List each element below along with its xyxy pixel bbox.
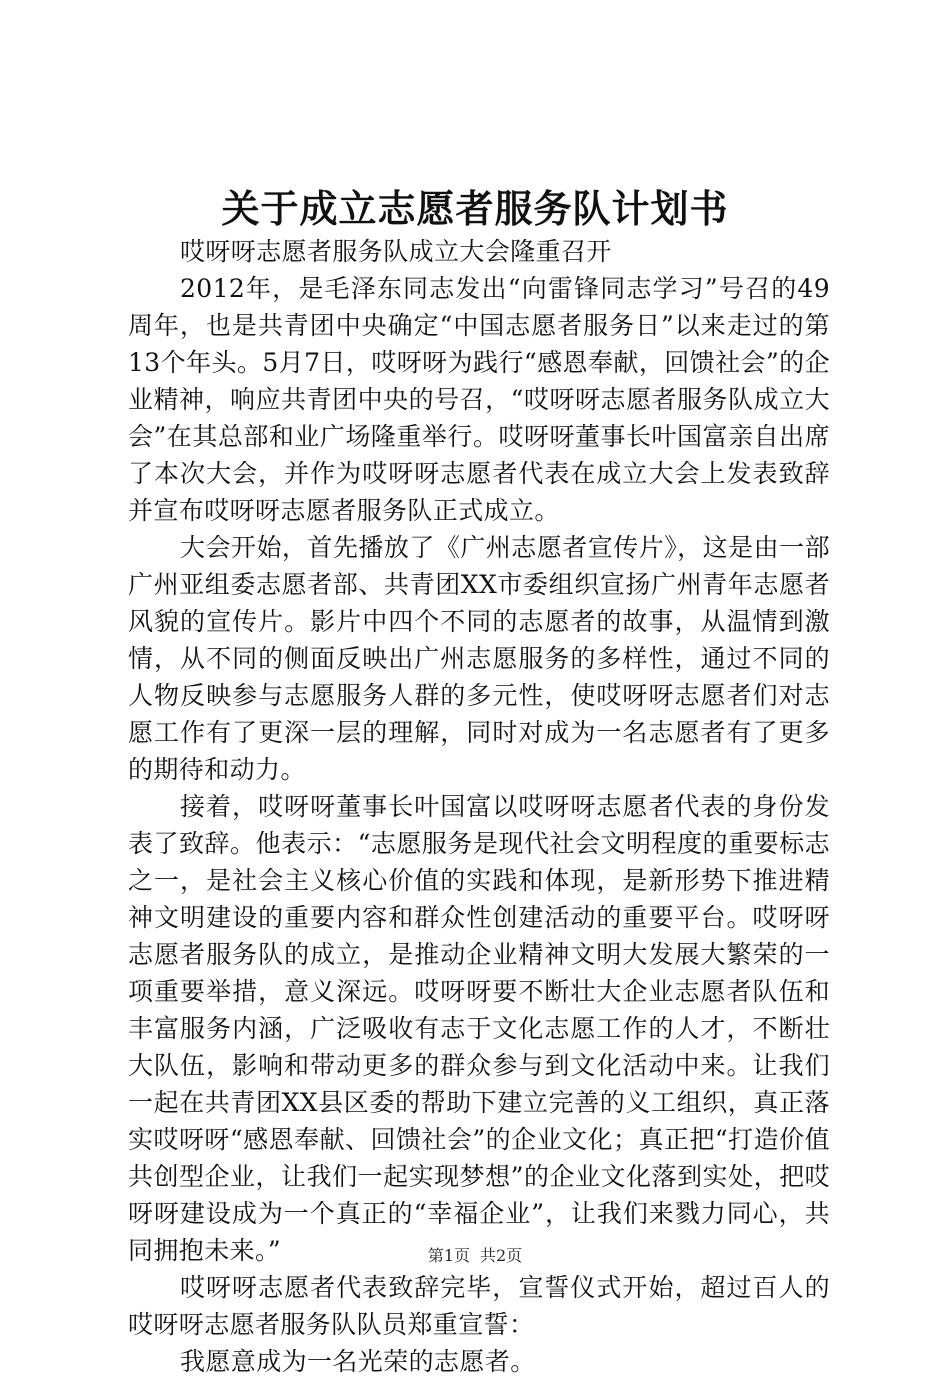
- paragraph-oath-line: 我愿意成为一名光荣的志愿者。: [180, 1347, 536, 1376]
- paragraph-speech: 接着，哎呀呀董事长叶国富以哎呀呀志愿者代表的身份发表了致辞。他表示：“志愿服务是现代社会文明程度的重要标志之一，是社会主义核心价值的实践和体现，是新形势下推进精神文明建设的重要内容和群众性创建活动的重要平台。哎呀呀志愿者服务队的成立，是推动企业精神文明大发展大繁荣的一项重要举措，意义深远。哎呀呀要不断壮大企业志愿者队伍和丰富服务内涵，广泛吸收有志于文化志愿工作的人才，不断壮大队伍，影响和带动更多的群众参与到文化活动中来。让我们一起在共青团XX县区委的帮助下建立完善的义工组织，真正落实哎呀呀“感恩奉献、回馈社会”的企业文化；真正把“打造价值共创型企业，让我们一起实现梦想”的企业文化落到实处，把哎呀呀建设成为一个真正的“幸福企业”，让我们来戮力同心，共同拥抱未来。”: [128, 792, 830, 1265]
- page-total: 共2页: [480, 1246, 523, 1265]
- paragraph-video: 大会开始，首先播放了《广州志愿者宣传片》，这是由一部广州亚组委志愿者部、共青团XX市委组织宣扬广州青年志愿者风貌的宣传片。影片中四个不同的志愿者的故事，从温情到激情，从不同的侧面反映出广州志愿服务的多样性，通过不同的人物反映参与志愿服务人群的多元性，使哎呀呀志愿者们对志愿工作有了更深一层的理解，同时对成为一名志愿者有了更多的期待和动力。: [128, 533, 830, 784]
- page-number: 第1页: [427, 1246, 470, 1265]
- page-footer: [0, 1245, 950, 1267]
- paragraph-subtitle: 哎呀呀志愿者服务队成立大会隆重召开: [180, 237, 612, 266]
- paragraph-intro: 2012年，是毛泽东同志发出“向雷锋同志学习”号召的49周年，也是共青团中央确定“中国志愿者服务日”以来走过的第13个年头。5月7日，哎呀呀为践行“感恩奉献，回馈社会”的企业精神，响应共青团中央的号召，“哎呀呀志愿者服务队成立大会”在其总部和业广场隆重举行。哎呀呀董事长叶国富亲自出席了本次大会，并作为哎呀呀志愿者代表在成立大会上发表致辞并宣布哎呀呀志愿者服务队正式成立。: [128, 274, 830, 525]
- document-body: [128, 233, 830, 1380]
- paragraph-oath-start: 哎呀呀志愿者代表致辞完毕，宣誓仪式开始，超过百人的哎呀呀志愿者服务队队员郑重宣誓：: [128, 1273, 830, 1339]
- document-title: 关于成立志愿者服务队计划书: [221, 186, 729, 231]
